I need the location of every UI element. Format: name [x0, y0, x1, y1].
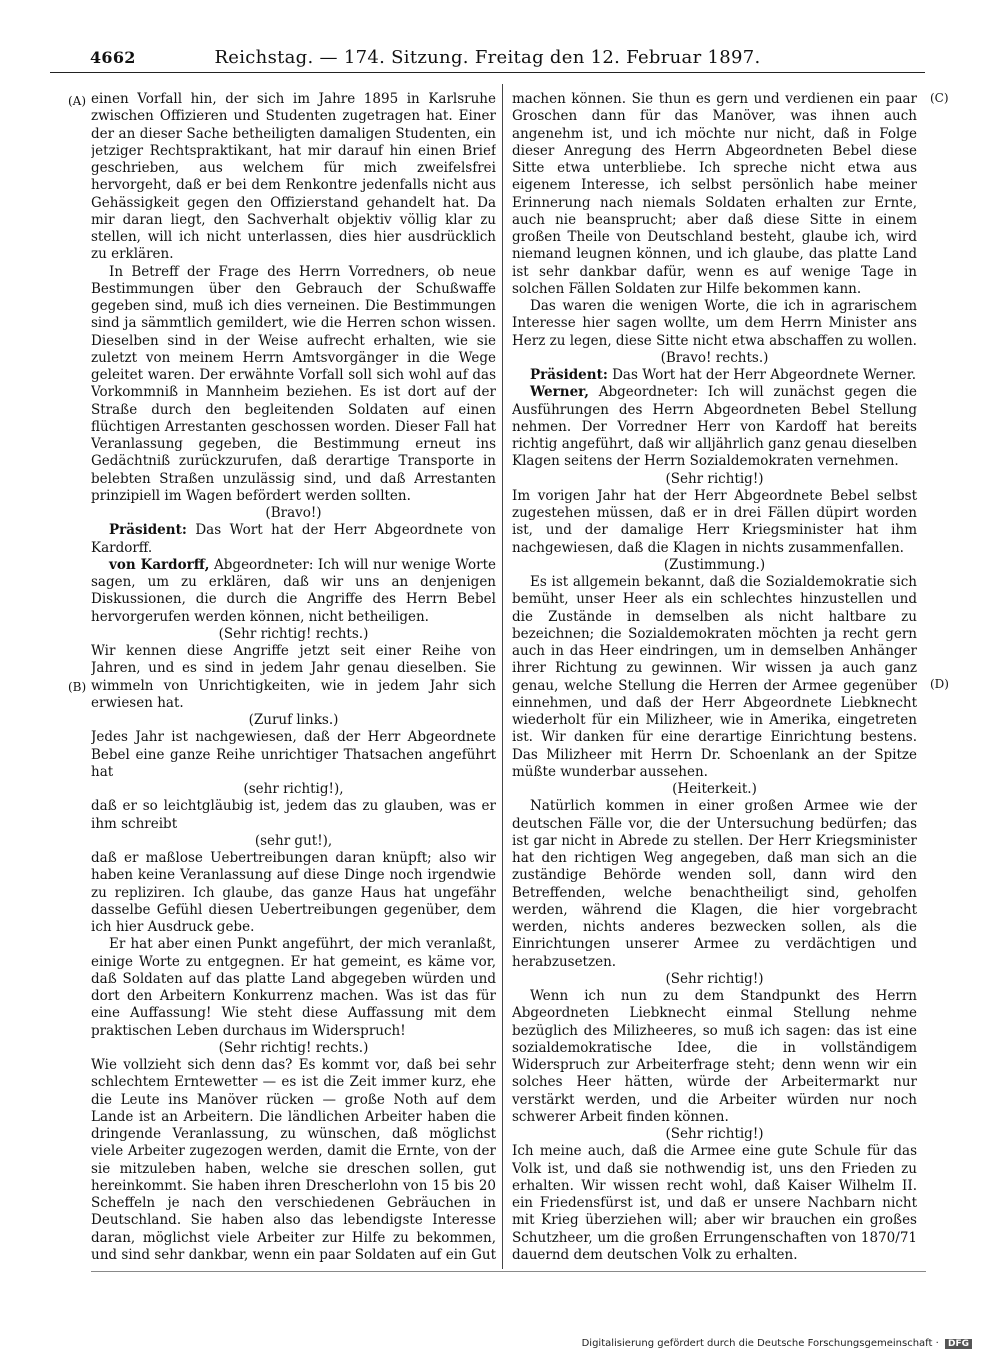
margin-marker-b: (B) — [68, 680, 87, 694]
speaker-paragraph — [91, 522, 496, 557]
page-number: 4662 — [90, 48, 136, 67]
paragraph: daß er so leichtgläubig ist, jedem das zu glauben, was er ihm schreibt — [91, 798, 496, 832]
footer-credit — [582, 1338, 972, 1349]
speech-text: Das Wort hat der Herr Abgeordnete Werner. — [612, 367, 917, 383]
paragraph: Es ist allgemein bekannt, daß die Sozialdemokratie sich bemüht, unser Heer als ein schlechtes hinzustellen und die Zustände in demselben als nicht haltbare zu bezeichnen; die Sozialdemokraten möchten ja recht gern auch in das Heer eindringen, um in demselben Anhänger ihrer Richtung zu gewinnen. Wir wissen ja auch ganz genau, welche Stellung die Herren der Armee gegenüber einnehmen, und daß der Herr Abgeordnete Liebknecht wiederholt für ein Milizheer, wie in Amerika, eingetreten ist. Wir danken für eine derartige Einrichtung bestens. Das Milizheer mit Herrn Dr. Schoenlank an der Spitze müßte wunderbar aussehen. — [512, 574, 917, 780]
paragraph: Er hat aber einen Punkt angeführt, der mich veranlaßt, einige Worte zu entgegnen. Er hat gemeint, es käme vor, daß Soldaten auf das platte Land abgegeben würden und dort den Arbeitern Konkurrenz machen. Was ist das für eine Auffassung! Wie steht diese Auffassung mit dem praktischen Leben durchaus im Widerspruch! — [91, 936, 496, 1039]
paragraph: Wir kennen diese Angriffe jetzt seit einer Reihe von Jahren, und es sind in jedem Jahr genau dieselben. Sie wimmeln von Unrichtigkeiten, wie in jedem Jahr sich erwiesen hat. — [91, 643, 496, 711]
speaker-name: Präsident: — [109, 522, 187, 539]
paragraph: Natürlich kommen in einer großen Armee wie der deutschen Fälle vor, die der Untersuchung bedürfen; das ist gar nicht in Abrede zu stellen. Der Herr Kriegsminister hat den richtigen Weg angegeben, daß man sich an die zuständige Behörde wenden soll, dann wird den Betreffenden, welche benachtheiligt sind, geholfen werden, während die Klagen, die hier vorgebracht werden, nichts anderes bezwecken sollen, als die Einrichtungen unserer Armee zu verdächtigen und herabzusetzen. — [512, 798, 917, 970]
speech-text: Das Wort hat der Herr Abgeordnete von Kardorff. — [91, 522, 496, 556]
paragraph: daß er maßlose Uebertreibungen daran knüpft; also wir haben keine Veranlassung auf diese Dinge noch irgendwie zu repliziren. Ich glaube, das ganze Haus hat ungefähr dasselbe Gefühl diesen Uebertreibungen gegenüber, dem ich hier Ausdruck gebe. — [91, 850, 496, 935]
margin-marker-d: (D) — [930, 677, 949, 691]
margin-marker-a: (A) — [68, 94, 87, 108]
dfg-logo: · — [932, 1338, 942, 1349]
interjection: (Sehr richtig!) — [665, 1126, 764, 1142]
interjection: (Sehr richtig! rechts.) — [218, 1039, 369, 1056]
left-column — [91, 91, 496, 1265]
interjection: (Sehr richtig!) — [665, 970, 764, 987]
paragraph: Im vorigen Jahr hat der Herr Abgeordnete Bebel selbst zugestehen müssen, daß er in drei Fällen düpirt worden ist, und der damalige Herr Kriegsminister hat ihm nachgewiesen, daß die Klagen in nichts zusammenfallen. — [512, 487, 917, 556]
speaker-name: Werner, — [530, 384, 589, 401]
interjection: (Zuruf links.) — [248, 712, 339, 728]
speech-text: Abgeordneter: Ich will zunächst gegen die Ausführungen des Herrn Abgeordneten Bebel Stellung nehmen. Der Vorredner Herr von Kardoff hat bereits richtig angeführt, daß wir alljährlich ganz genau dieselben Klagen seitens der Herrn Sozialdemokraten vernehmen. — [512, 384, 917, 470]
paragraph: einen Vorfall hin, der sich im Jahre 1895 in Karlsruhe zwischen Offizieren und Studenten zugetragen hat. Einer der an dieser Sache betheiligten damaligen Studenten, ein jetziger Rechtspraktikant, hat mir darauf hin einen Brief geschrieben, aus welchem für mich zweifelsfrei hervorgeht, daß er bei dem Renkontre jedenfalls nicht aus Gehässigkeit gegen den Offizierstand gehandelt hat. Da mir daran liegt, den Sachverhalt objektiv völlig klar zu stellen, will ich nicht unterlassen, dies hier ausdrücklich zu erklären. — [91, 91, 496, 263]
interjection — [512, 1264, 917, 1265]
speaker-paragraph — [91, 557, 496, 626]
interjection: (Sehr richtig!) — [665, 470, 764, 487]
paragraph: Wie vollzieht sich denn das? Es kommt vor, daß bei sehr schlechtem Erntewetter — es ist die Zeit immer kurz, ehe die Leute ins Manöver rücken — große Noth auf dem Lande ist an Arbeitern. Die ländlichen Arbeiter haben die dringende Veranlassung, zu wünschen, daß möglichst viele Arbeiter zugezogen werden, damit die Ernte, von der sie mitzuleben haben, welche sie dreschen sollen, gut hereinkommt. Sie haben ihren Drescherlohn von 15 bis 20 Scheffeln je nach den verschiedenen Gebräuchen in Deutschland. Sie haben also das lebendigste Interesse daran, möglichst viele Arbeiter zur Hilfe zu bekommen, und sind sehr dankbar, wenn ein paar Soldaten auf ein Gut — [91, 1057, 496, 1263]
paragraph: Ich meine auch, daß die Armee eine gute Schule für das Volk ist, und daß sie nothwendig ist, uns den Frieden zu erhalten. Wir wissen recht wohl, daß Kaiser Wilhelm II. ein Friedensfürst ist, und daß er unsere Nachbarn nicht mit Krieg überziehen will; aber wir brauchen ein großes Schutzheer, um die großen Errungenschaften von 1870/71 dauernd dem deutschen Volk zu erhalten. — [512, 1143, 917, 1263]
footer-text: Digitalisierung gefördert durch die Deutsche Forschungsgemeinschaft — [581, 1338, 933, 1349]
interjection: (sehr richtig!), — [243, 781, 344, 797]
running-title: Reichstag. — 174. Sitzung. Freitag den 12. Februar 1897. — [214, 47, 761, 68]
paragraph: Jedes Jahr ist nachgewiesen, daß der Herr Abgeordnete Bebel eine ganze Reihe unrichtiger Thatsachen angeführt hat — [91, 729, 496, 780]
interjection: (sehr gut!), — [254, 832, 333, 849]
paragraph: In Betreff der Frage des Herrn Vorredners, ob neue Bestimmungen über den Gebrauch der Schußwaffe gegeben sind, muß ich dies verneinen. Die Bestimmungen sind ja sämmtlich gemildert, wie die Herren schon wissen. Dieselben sind in der Weise aufrecht erhalten, wie sie zuletzt von meinem Herrn Amtsvorgänger in die Wege geleitet waren. Der erwähnte Vorfall soll sich wohl auf das Vorkommniß in Mannheim beziehen. Es ist dort auf der Straße durch den begleitenden Soldaten auf einen flüchtigen Arrestanten geschossen worden. Dieser Fall hat Veranlassung gegeben, die Bestimmung erneut ins Gedächtniß zurückzurufen, daß derartige Transporte in belebten Straßen unzulässig sind, und daß Arrestanten prinzipiell im Wagen befördert werden sollten. — [91, 263, 496, 504]
bottom-rule — [91, 1271, 926, 1272]
interjection: (Heiterkeit.) — [672, 781, 757, 797]
column-divider — [502, 84, 503, 1269]
interjection: (Sehr richtig! rechts.) — [218, 625, 369, 642]
interjection: (Bravo!) — [265, 505, 322, 521]
paragraph: machen können. Sie thun es gern und verdienen ein paar Groschen dann für das Manöver, was ihnen auch angenehm ist, und ich möchte nur nicht, daß in Folge dieser Anregung des Herrn Abgeordneten Bebel diese Sitte etwa unterbliebe. Ich spreche nicht etwa aus eigenem Interesse, ich selbst persönlich habe meiner Erinnerung nach niemals Soldaten erhalten zur Ernte, auch nie beansprucht; aber daß diese Sitte in einem großen Theile von Deutschland besteht, glaube ich, wird niemand leugnen können, und ich glaube, das platte Land ist sehr dankbar dafür, wenn es auf wenige Tage in solchen Fällen Soldaten zur Hilfe bekommen kann. — [512, 91, 917, 297]
interjection: (Bravo! rechts.) — [660, 349, 769, 366]
margin-marker-c: (C) — [930, 91, 949, 105]
speaker-paragraph — [512, 384, 917, 470]
right-column — [512, 91, 917, 1265]
speaker-name: Präsident: — [530, 367, 608, 383]
paragraph: Wenn ich nun zu dem Standpunkt des Herrn Abgeordneten Liebknecht einmal Stellung nehme bezüglich des Milizheeres, so muß ich sagen: das ist eine sozialdemokratische Idee, die in vollständigem Widerspruch zur Arbeiterfrage steht; denn wenn wir ein solches Heer hätten, würde der Arbeitermarkt nur verstärkt werden, und die Arbeiter würden nur noch schwerer Arbeit finden können. — [512, 988, 917, 1125]
speaker-paragraph — [512, 367, 917, 384]
paragraph: Das waren die wenigen Worte, die ich in agrarischem Interesse hier sagen wollte, um dem Herrn Minister ans Herz zu legen, diese Sitte nicht etwa abschaffen zu wollen. — [512, 298, 917, 349]
speech-text: Abgeordneter: Ich will nur wenige Worte sagen, um zu erklären, daß wir uns an denjenigen Diskussionen, die durch die Angriffe des Herrn Bebel hervorgerufen werden können, nicht betheiligen. — [91, 556, 496, 625]
page-header — [50, 42, 925, 73]
speaker-name: von Kardorff, — [109, 556, 210, 573]
dfg-logo-icon: DFG — [945, 1339, 972, 1349]
interjection: (Zustimmung.) — [663, 556, 766, 573]
